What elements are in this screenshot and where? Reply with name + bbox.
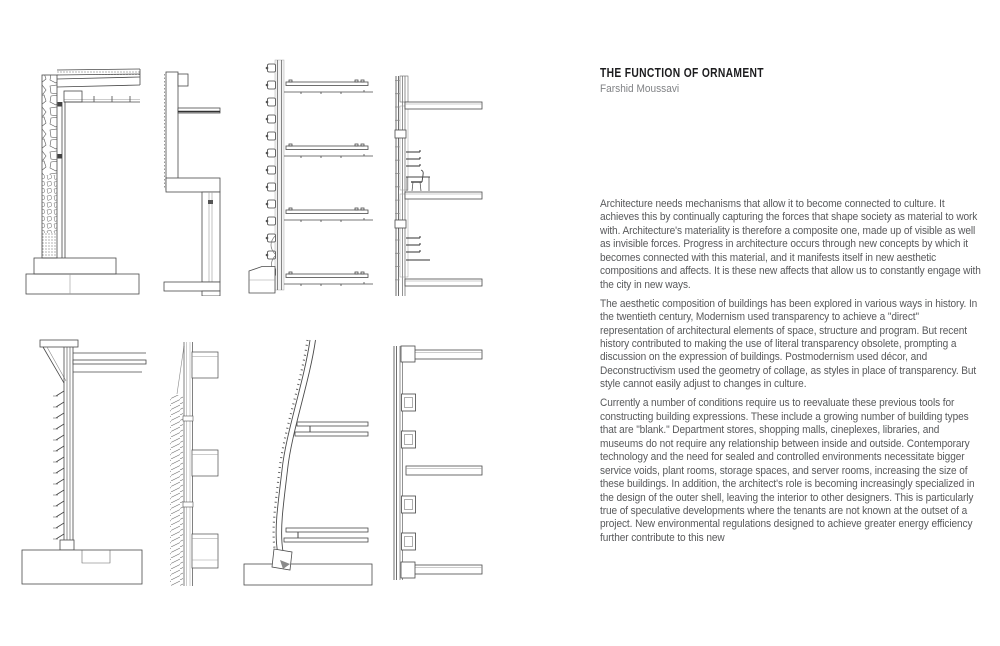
panelized-wall-section-svg: [386, 344, 486, 582]
drawing-stepped-parapet-wall-section: [156, 70, 260, 296]
article-author: Farshid Moussavi: [600, 83, 680, 95]
drawing-facade-section-with-chair: [386, 74, 486, 296]
article-paragraph: Currently a number of conditions require us to reevaluate these previous tools for constructing building expressions. These include a growing number of building types that are "blank." Department stores, shopping malls, cineplexes, libraries, and museums do not require any relationship between inside and outside. Contemporary technology and the need for sealed and controlled environments necessitate bigger service voids, plant rooms, storage spaces, and server rooms, increasing the size of these buildings. In addition, the architect's role is becoming increasingly specialized in the design of the outer shell, leaving the interior to other designers. This is particularly true of speculative developments where the tenants are not known at the outset of a project. New environmental regulations designed to achieve greater energy efficiency further contribute to this new: [600, 397, 975, 544]
chair-and-desk: [406, 170, 430, 191]
article-paragraph: The aesthetic composition of buildings has been explored in various ways in history. In the twentieth century, Modernism used transparency to achieve a "direct" representation of architectural elements of space, structure and program. But recent history contributed to making the use of literal transparency obsolete, prompting a discussion on the expression of buildings. Postmodernism used décor, and Deconstructivism used the geometry of collage, as styles in place of transparency. But style cannot easily adjust to changes in culture.: [600, 297, 978, 391]
article-title: THE FUNCTION OF ORNAMENT: [600, 66, 764, 80]
louvered-facade-section-svg: [16, 336, 148, 588]
drawing-curved-facade-section: [240, 336, 376, 590]
stone-clad-wall-section-svg: [18, 62, 146, 298]
drawing-curtain-wall-mullion-section: [246, 58, 378, 296]
drawing-panelized-wall-section: [386, 344, 486, 582]
curtain-wall-mullion-section-svg: [246, 58, 378, 296]
article-body: [600, 198, 981, 545]
curved-facade-section-svg: [240, 336, 376, 590]
article-paragraph: Architecture needs mechanisms that allow it to become connected to culture. It achieves this by continually capturing the forces that shape society as material to work with. Architecture's materiality is therefore a composite one, made up of visible as well as invisible forces. Progress in architecture occurs through new concepts by which it becomes connected with this material, and it manifests itself in new aesthetic compositions and affects. It is these new affects that allow us to constantly engage with the city in new ways.: [600, 198, 981, 291]
drawing-stone-clad-wall-section: [18, 62, 146, 298]
stepped-parapet-wall-section-svg: [156, 70, 260, 296]
facade-section-with-chair-svg: [386, 74, 486, 296]
drawing-louvered-facade-section: [16, 336, 148, 588]
article-column: [600, 66, 981, 551]
